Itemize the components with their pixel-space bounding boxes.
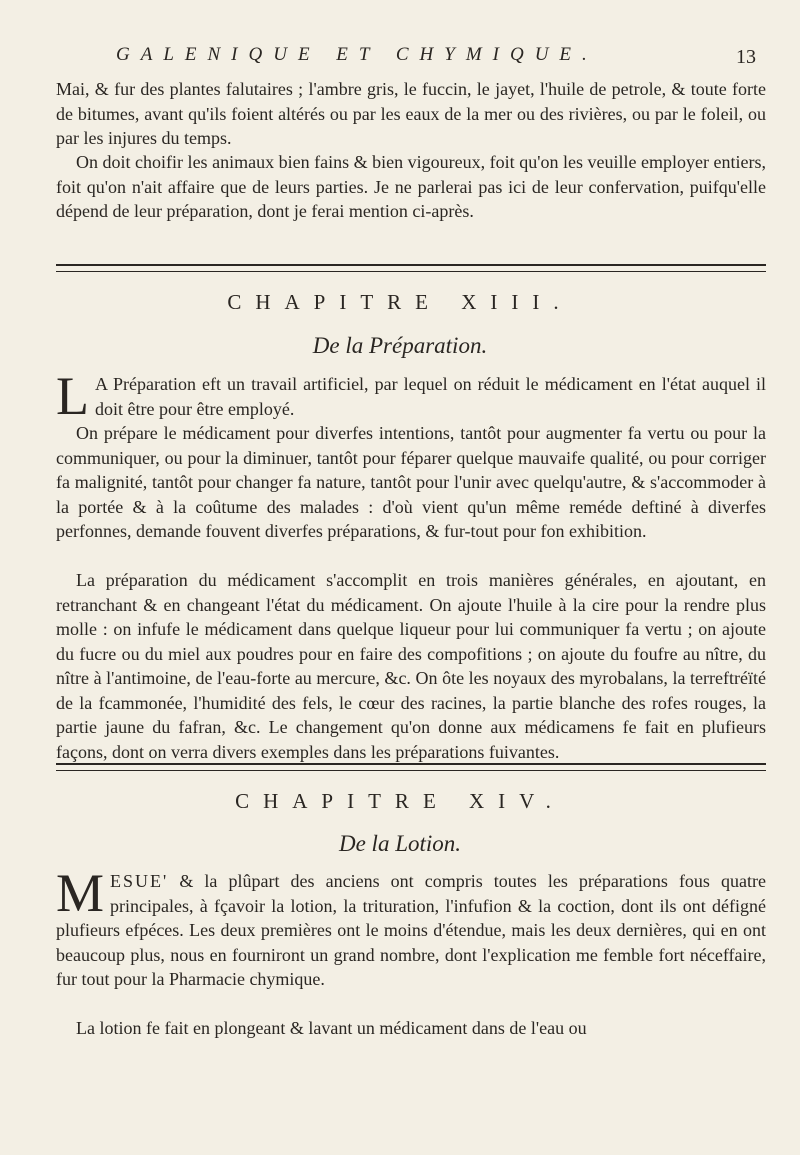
- drop-cap: M: [56, 863, 105, 923]
- chapter14-first-paragraph: [56, 863, 766, 992]
- drop-cap: L: [56, 366, 89, 426]
- running-head: GALENIQUE ET CHYMIQUE.: [116, 44, 598, 65]
- chapter-heading: CHAPITRE XIII.: [227, 290, 573, 314]
- opening-paragraph-1: Mai, & fur des plantes falutaires ; l'ambre gris, le fuccin, le jayet, l'huile de petrole, & toute forte de bitumes, avant qu'ils foient altérés ou par les eaux de la mer ou des rivières, ou par le foleil, ou par les injures du temps.: [56, 79, 766, 148]
- chapter13-first-paragraph-text: A Préparation eft un travail artificiel, par lequel on réduit le médicament en l'état auquel il doit être pour être employé.: [95, 374, 766, 419]
- chapter13-paragraph-3: La préparation du médicament s'accomplit en trois manières générales, en ajoutant, en retranchant & en changeant l'état du médicament. On ajoute l'huile à la cire pour la rendre plus molle : on infufe le médicament dans quelque liqueur pour lui communiquer fa vertu ; on ajoute du fucre ou du miel aux poudres pour en faire des compofitions ; on ajoute du foufre au nître, du nître à l'antimoine, de l'eau-forte au mercure, &c. On ôte les noyaux des myrobalans, la terreftréïté de la fcammonée, l'humidité des fels, le cœur des racines, la partie blanche des rofes rouges, la partie jaune du fafran, &c. Le changement qu'on donne aux médicamens fe fait en plufieurs façons, dont on verra divers exemples dans les préparations fuivantes.: [56, 570, 766, 762]
- chapter-divider-rule: [56, 763, 766, 771]
- small-caps-word: ESUE': [110, 871, 169, 891]
- chapter13-paragraph-2: On prépare le médicament pour diverfes intentions, tantôt pour augmenter fa vertu ou pour la communiquer, ou pour la diminuer, tantôt pour féparer quelque mauvaife qualité, ou pour corriger fa malignité, tantôt pour changer fa nature, tantôt pour l'unir avec quelqu'autre, & s'accommoder à la portée & à la coûtume des malades : d'où vient qu'un même reméde deftiné à diverfes perfonnes, demande fouvent diverfes préparations, & fur-tout pour fon exhibition.: [56, 423, 766, 541]
- chapter-divider-rule: [56, 264, 766, 272]
- section-title: De la Préparation.: [312, 333, 488, 358]
- chapter13-first-paragraph: [56, 366, 766, 426]
- section-title: De la Lotion.: [338, 831, 462, 856]
- chapter14-first-paragraph-text: & la plûpart des anciens ont compris toutes les préparations fous quatre principales, à fçavoir la lotion, la trituration, l'infufion & la coction, dont ils ont défigné plufieurs efpéces. Les deux premières ont le moins d'étendue, mais les deux dernières, qui en ont beaucoup plus, nous en fourniront un grand nombre, dont l'explication me femble fort néceffaire, fur tout pour la Pharmacie chymique.: [56, 871, 766, 989]
- chapter14-paragraph-2: La lotion fe fait en plongeant & lavant un médicament dans de l'eau ou: [76, 1018, 587, 1038]
- chapter-heading: CHAPITRE XIV.: [235, 789, 565, 813]
- page-number: 13: [736, 46, 756, 68]
- opening-paragraph-2: On doit choifir les animaux bien fains & bien vigoureux, foit qu'on les veuille employer entiers, foit qu'on n'ait affaire que de leurs parties. Je ne parlerai pas ici de leur confervation, puifqu'elle dépend de leur préparation, dont je ferai mention ci-après.: [56, 152, 766, 221]
